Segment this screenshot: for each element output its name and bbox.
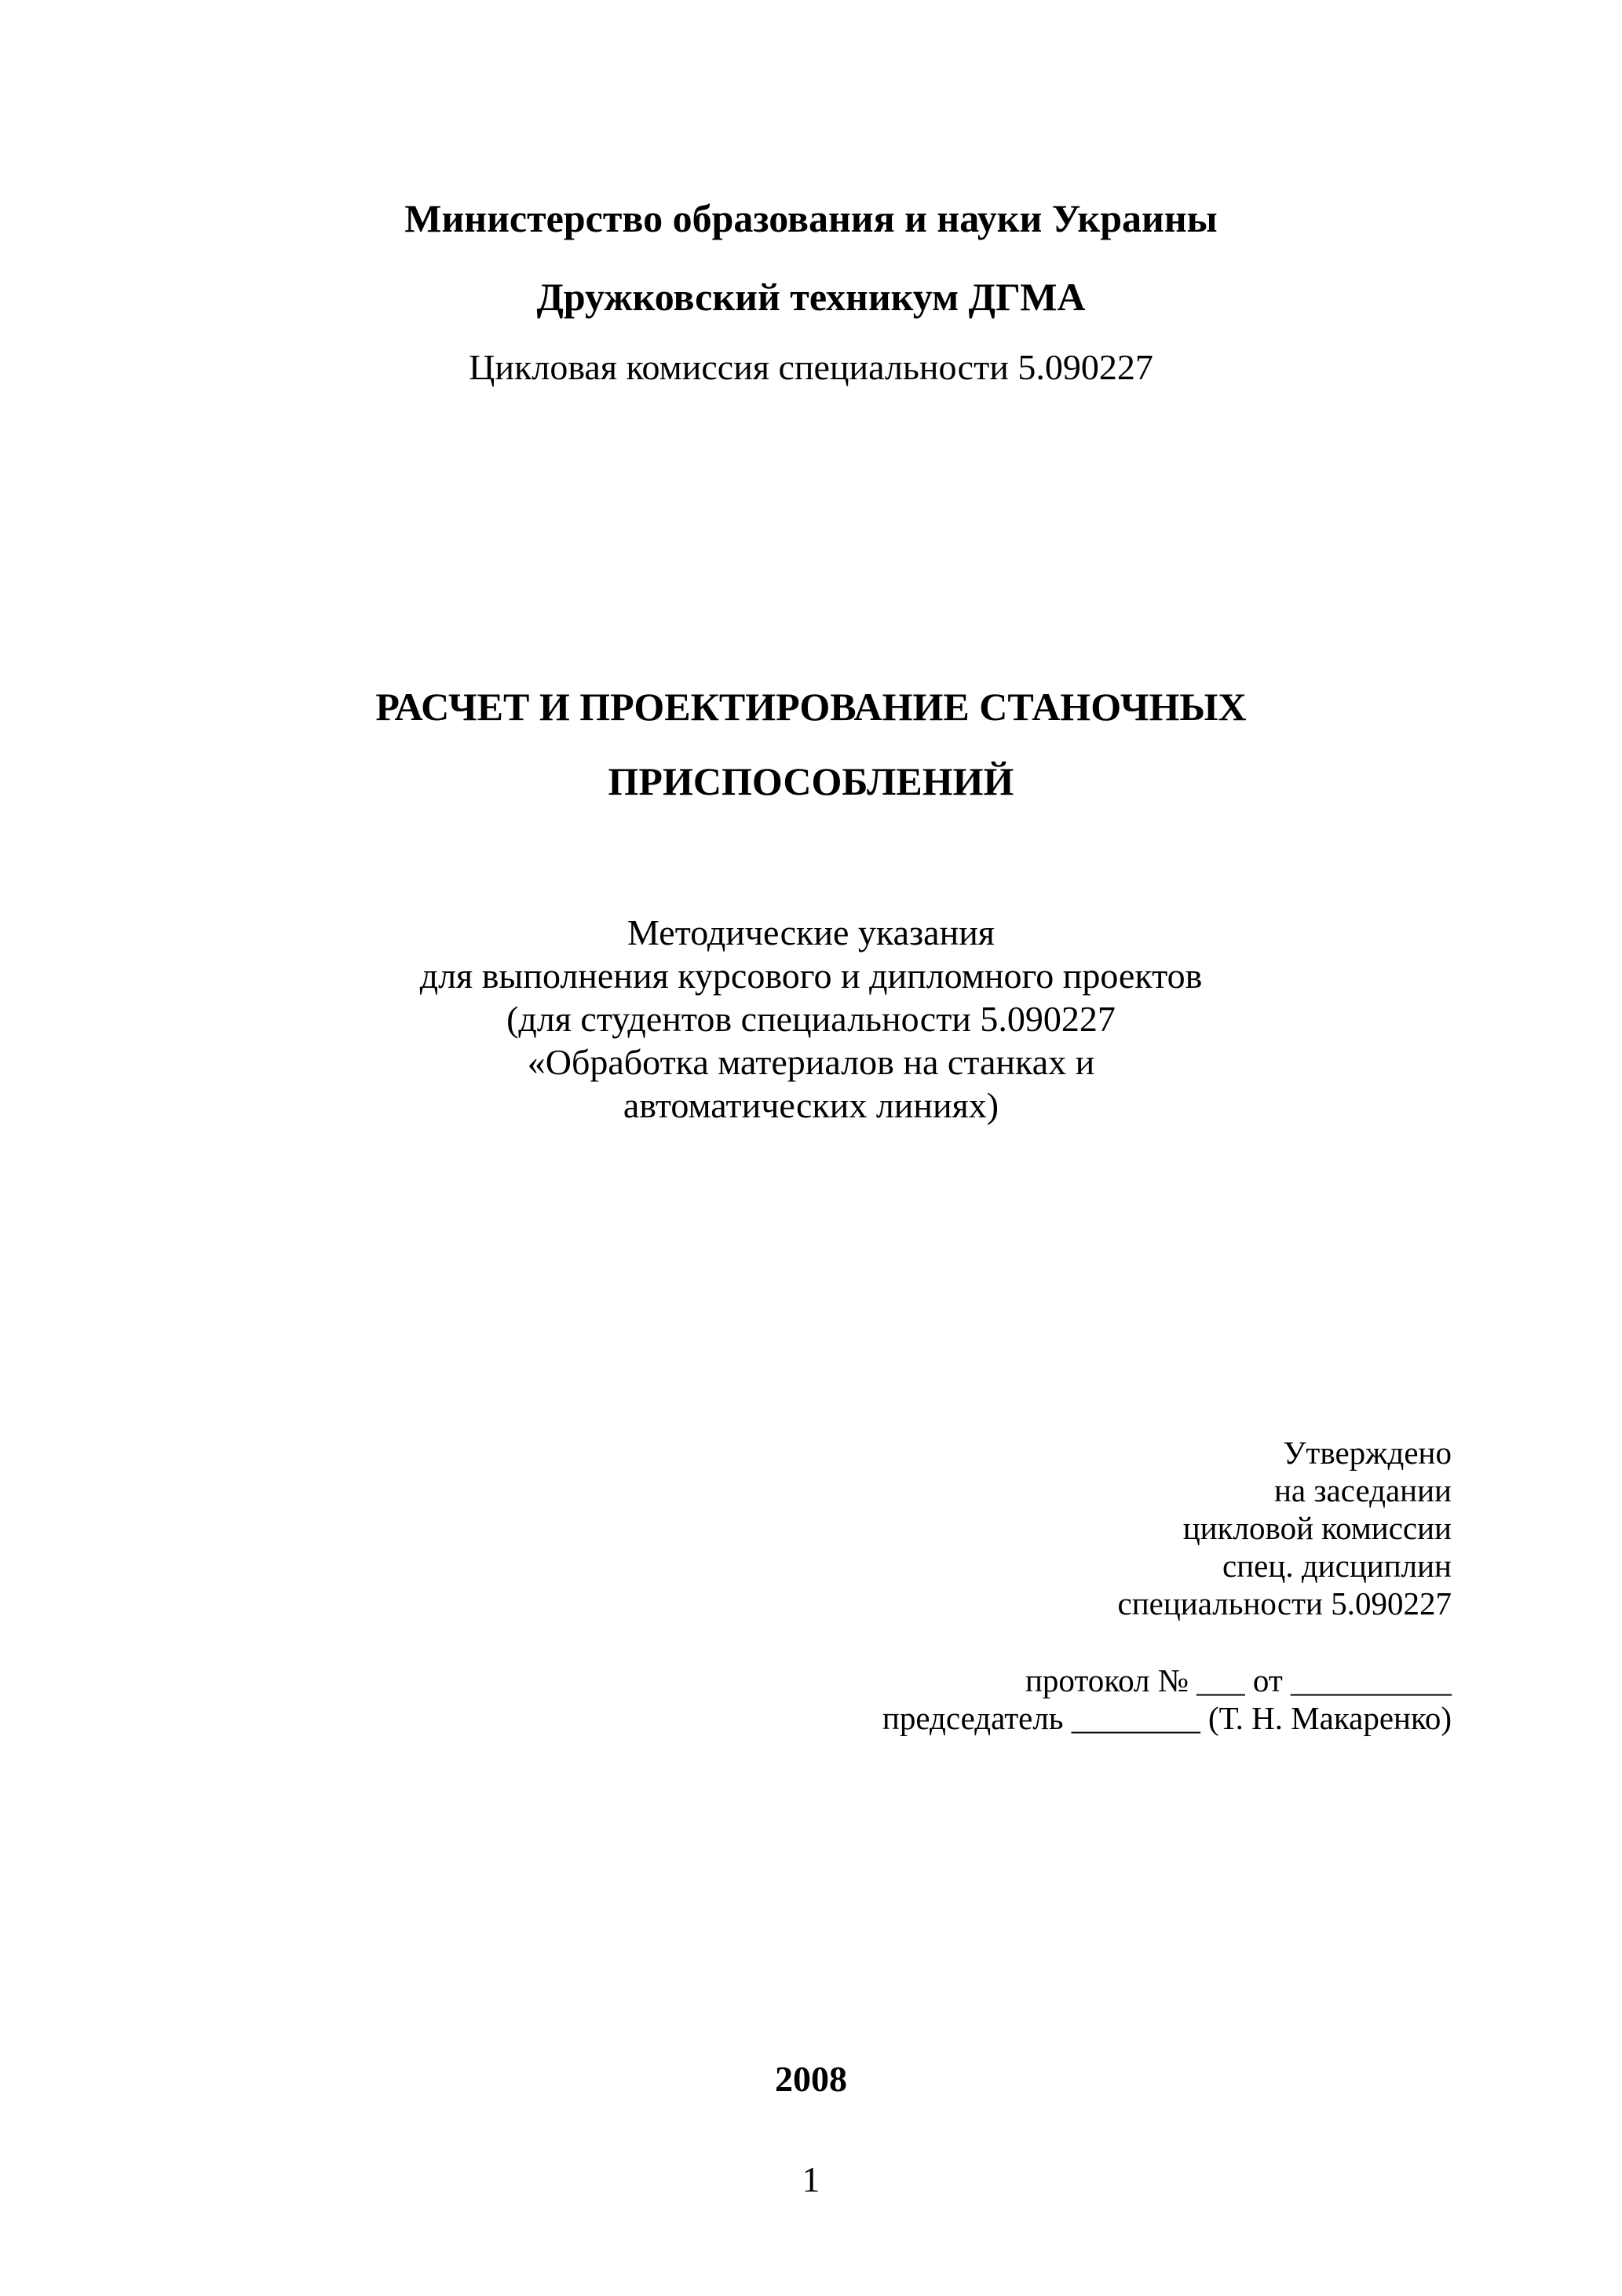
approval-block	[1118, 1434, 1452, 1622]
publication-year: 2008	[775, 2059, 847, 2099]
page-number: 1	[802, 2159, 820, 2199]
ministry-heading: Министерство образования и науки Украины	[404, 196, 1218, 240]
description-line: «Обработка материалов на станках и	[527, 1042, 1095, 1082]
protocol-block	[882, 1662, 1452, 1737]
document-title-line-1: РАСЧЕТ И ПРОЕКТИРОВАНИЕ СТАНОЧНЫХ	[375, 685, 1247, 729]
description-line: для выполнения курсового и дипломного проектов	[419, 956, 1203, 996]
school-heading: Дружковский техникум ДГМА	[536, 275, 1086, 319]
approval-line: специальности 5.090227	[1117, 1585, 1452, 1621]
approval-line: цикловой комиссии	[1182, 1510, 1452, 1546]
chairman-line: председатель ________ (Т. Н. Макаренко)	[882, 1700, 1452, 1736]
approval-line: спец. дисциплин	[1222, 1548, 1452, 1584]
description-block	[0, 911, 1622, 1127]
approval-line: Утверждено	[1283, 1435, 1452, 1471]
approval-line: на заседании	[1273, 1472, 1452, 1508]
protocol-line: протокол № ___ от __________	[1025, 1662, 1452, 1698]
document-title-line-2: ПРИСПОСОБЛЕНИЙ	[608, 759, 1014, 803]
commission-line: Цикловая комиссия специальности 5.090227	[469, 347, 1153, 387]
description-line: Методические указания	[627, 912, 995, 952]
description-line: автоматических линиях)	[623, 1085, 999, 1125]
description-line: (для студентов специальности 5.090227	[506, 999, 1116, 1039]
